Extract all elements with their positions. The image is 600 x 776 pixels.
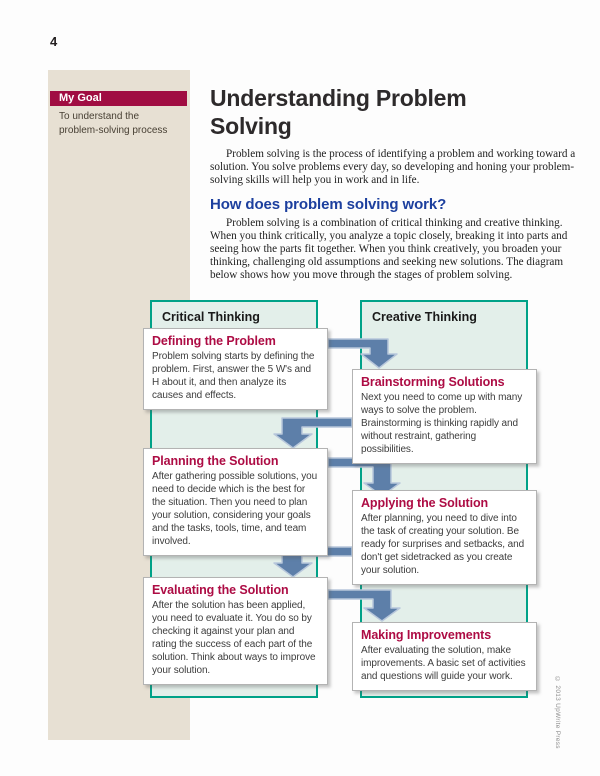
stage-box-making-improvements bbox=[352, 622, 537, 691]
stage-text: After evaluating the solution, make improvements. A basic set of activities and questions will guide your work. bbox=[361, 645, 526, 682]
copyright-notice: © 2013 UpWrite Press bbox=[554, 676, 561, 749]
column-header-critical: Critical Thinking bbox=[162, 310, 260, 324]
page-number: 4 bbox=[50, 34, 58, 49]
stage-text: Next you need to come up with many ways to solve the problem. Brainstorming is thinking rapidly and without restraint, gathering possibilities. bbox=[361, 392, 523, 455]
stage-box-brainstorming-solutions bbox=[352, 369, 537, 464]
section-heading: How does problem solving work? bbox=[210, 196, 447, 213]
goal-banner-title: My Goal bbox=[50, 91, 187, 106]
page-title: Understanding Problem Solving bbox=[210, 85, 467, 139]
stage-box-defining-the-problem bbox=[143, 328, 328, 410]
arrow-defining-to-brainstorming-icon bbox=[328, 338, 398, 369]
stage-box-evaluating-the-solution bbox=[143, 577, 328, 685]
stage-title: Applying the Solution bbox=[361, 496, 489, 510]
stage-text: After planning, you need to dive into the task of creating your solution. Be ready for surprises and setbacks, and don't get sidetracked as you create your solution. bbox=[361, 513, 525, 576]
stage-title: Evaluating the Solution bbox=[152, 583, 289, 597]
stage-title: Making Improvements bbox=[361, 628, 492, 642]
stage-title: Defining the Problem bbox=[152, 334, 276, 348]
stage-title: Planning the Solution bbox=[152, 454, 279, 468]
stage-text: After the solution has been applied, you need to evaluate it. You do so by checking it against your plan and rating the success of each part of the solution. Think about ways to improve your solution. bbox=[152, 600, 316, 676]
goal-text: To understand the problem-solving process bbox=[59, 111, 168, 136]
stage-text: After gathering possible solutions, you need to decide which is the best for the situation. Then you need to plan your solution, considering your goals and the tasks, tools, time, and team involved. bbox=[152, 471, 318, 547]
stage-text: Problem solving starts by defining the problem. First, answer the 5 W's and H about it, and then analyze its causes and effects. bbox=[152, 351, 315, 401]
stage-box-applying-the-solution bbox=[352, 490, 537, 585]
stage-title: Brainstorming Solutions bbox=[361, 375, 505, 389]
intro-paragraph: Problem solving is the process of identifying a problem and working toward a solution. You solve problems every day, so developing and honing your problem-solving skills will help you in work and in life. bbox=[210, 148, 576, 187]
column-header-creative: Creative Thinking bbox=[372, 310, 477, 324]
arrow-brainstorming-to-planning-icon bbox=[274, 417, 352, 448]
arrow-evaluating-to-improvements-icon bbox=[328, 589, 400, 622]
stage-box-planning-the-solution bbox=[143, 448, 328, 556]
section-paragraph: Problem solving is a combination of critical thinking and creative thinking. When you think critically, you analyze a topic closely, breaking it into parts and seeing how the parts fit together. When you think creatively, you broaden your thinking, challenging old assumptions and seeking new solutions. The diagram below shows how you move through the stages of problem solving. bbox=[210, 217, 568, 282]
